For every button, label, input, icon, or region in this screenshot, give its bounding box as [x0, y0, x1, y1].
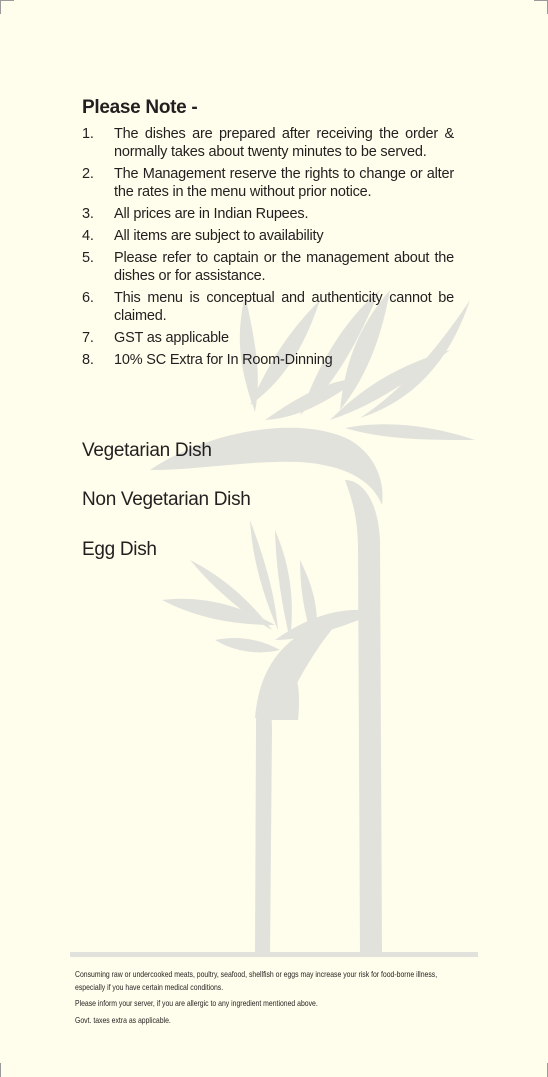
note-item-6	[82, 289, 454, 325]
note-item-7	[82, 329, 454, 347]
note-item-5	[82, 249, 454, 285]
note-text: The dishes are prepared after receiving the order & normally takes about twenty minutes to be served.	[114, 126, 454, 160]
note-number: 8.	[82, 352, 94, 368]
note-text: GST as applicable	[114, 330, 229, 346]
note-item-4	[82, 227, 454, 245]
note-number: 3.	[82, 206, 94, 222]
legend-vegetarian: Vegetarian Dish	[82, 440, 212, 461]
note-number: 4.	[82, 228, 94, 244]
note-text: All prices are in Indian Rupees.	[114, 206, 309, 222]
disclaimer-footer	[75, 968, 460, 1030]
disclaimer-raw-food: Consuming raw or undercooked meats, poultry, seafood, shellfish or eggs may increase your risk for food-borne illness, especially if you have certain medical conditions.	[75, 969, 438, 992]
note-item-3	[82, 205, 454, 223]
note-text: The Management reserve the rights to change or alter the rates in the menu without prior notice.	[114, 166, 454, 200]
legend-egg: Egg Dish	[82, 539, 157, 560]
disclaimer-allergy: Please inform your server, if you are allergic to any ingredient mentioned above.	[75, 998, 318, 1008]
note-number: 6.	[82, 290, 94, 306]
note-text: Please refer to captain or the management about the dishes or for assistance.	[114, 250, 454, 284]
note-text: 10% SC Extra for In Room-Dinning	[114, 352, 333, 368]
note-number: 5.	[82, 250, 94, 266]
note-text: All items are subject to availability	[114, 228, 324, 244]
note-item-8	[82, 351, 454, 369]
note-item-2	[82, 165, 454, 201]
disclaimer-taxes: Govt. taxes extra as applicable.	[75, 1014, 171, 1025]
note-number: 2.	[82, 166, 94, 182]
legend-non-vegetarian: Non Vegetarian Dish	[82, 489, 251, 510]
note-number: 7.	[82, 330, 94, 346]
notes-list	[82, 125, 454, 373]
note-text: This menu is conceptual and authenticity cannot be claimed.	[114, 290, 454, 324]
please-note-heading: Please Note -	[82, 97, 198, 118]
note-number: 1.	[82, 126, 94, 142]
note-item-1	[82, 125, 454, 161]
